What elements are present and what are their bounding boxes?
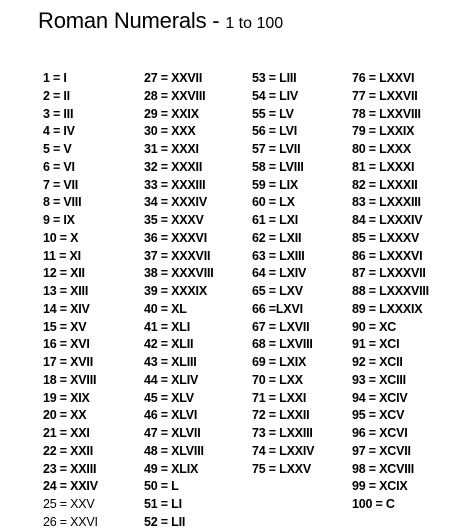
numeral-entry: 97 = XCVII <box>352 443 411 458</box>
numeral-entry: 55 = LV <box>252 106 294 121</box>
numeral-entry: 79 = LXXIX <box>352 124 415 139</box>
numeral-entry: 38 = XXXVIII <box>144 266 214 281</box>
numeral-entry: 71 = LXXI <box>252 390 307 405</box>
numeral-entry: 31 = XXXI <box>144 142 199 156</box>
numeral-entry: 51 = LI <box>144 497 182 511</box>
numeral-entry: 70 = LXX <box>252 372 303 387</box>
numeral-entry: 65 = LXV <box>252 284 303 298</box>
numeral-entry: 34 = XXXIV <box>144 195 207 210</box>
numeral-entry: 15 = XV <box>43 319 87 334</box>
numeral-entry: 73 = LXXIII <box>252 426 313 440</box>
numeral-entry: 50 = L <box>144 479 179 494</box>
page-title-main: Roman Numerals - <box>38 8 226 33</box>
numeral-column-3 <box>252 70 314 478</box>
numeral-entry: 96 = XCVI <box>352 426 408 440</box>
numeral-entry: 7 = VII <box>43 177 79 192</box>
numeral-entry: 98 = XCVIII <box>352 461 415 476</box>
numeral-entry: 99 = XCIX <box>352 479 408 494</box>
numeral-entry: 88 = LXXXVIII <box>352 284 429 298</box>
numeral-entry: 86 = LXXXVI <box>352 248 423 263</box>
numeral-entry: 41 = XLI <box>144 319 190 334</box>
numeral-entry: 26 = XXVI <box>43 514 98 529</box>
numeral-entry: 23 = XXIII <box>43 461 97 476</box>
numeral-entry: 76 = LXXVI <box>352 71 415 85</box>
numeral-entry: 47 = XLVII <box>144 426 201 440</box>
numeral-entry: 6 = VI <box>43 159 75 174</box>
numeral-entry: 12 = XII <box>43 266 85 281</box>
numeral-entry: 27 = XXVII <box>144 71 203 85</box>
numeral-entry: 17 = XVII <box>43 355 93 369</box>
page-title <box>38 10 283 32</box>
numeral-entry: 39 = XXXIX <box>144 284 207 298</box>
numeral-column-4 <box>352 70 429 514</box>
numeral-entry: 21 = XXI <box>43 426 90 440</box>
numeral-column-1 <box>43 70 98 532</box>
numeral-entry: 3 = III <box>43 106 74 121</box>
numeral-entry: 83 = LXXXIII <box>352 195 421 210</box>
numeral-entry: 42 = XLII <box>144 337 194 352</box>
numeral-entry: 95 = XCV <box>352 408 405 423</box>
numeral-entry: 5 = V <box>43 142 72 156</box>
numeral-entry: 24 = XXIV <box>43 479 98 494</box>
numeral-entry: 85 = LXXXV <box>352 230 420 245</box>
numeral-entry: 40 = XL <box>144 301 187 316</box>
numeral-entry: 4 = IV <box>43 124 75 139</box>
numeral-entry: 63 = LXIII <box>252 248 305 263</box>
numeral-entry: 68 = LXVIII <box>252 337 313 352</box>
numeral-entry: 49 = XLIX <box>144 461 199 476</box>
numeral-entry: 67 = LXVII <box>252 319 310 334</box>
numeral-entry: 74 = LXXIV <box>252 443 315 458</box>
numeral-entry: 77 = LXXVII <box>352 88 418 103</box>
numeral-entry: 22 = XXII <box>43 443 93 458</box>
numeral-entry: 60 = LX <box>252 195 295 210</box>
numeral-entry: 13 = XIII <box>43 284 89 298</box>
numeral-entry: 61 = LXI <box>252 213 298 227</box>
numeral-column-2 <box>144 70 214 532</box>
numeral-entry: 25 = XXV <box>43 497 95 511</box>
numeral-entry: 94 = XCIV <box>352 390 408 405</box>
numeral-entry: 19 = XIX <box>43 390 90 405</box>
numeral-entry: 35 = XXXV <box>144 213 204 227</box>
numeral-entry: 93 = XCIII <box>352 372 406 387</box>
numeral-entry: 10 = X <box>43 230 79 245</box>
numeral-entry: 62 = LXII <box>252 230 302 245</box>
numeral-entry: 56 = LVI <box>252 124 298 139</box>
numeral-entry: 75 = LXXV <box>252 461 311 476</box>
numeral-entry: 16 = XVI <box>43 337 90 352</box>
page-title-range: 1 to 100 <box>225 15 284 32</box>
numeral-entry: 52 = LII <box>144 514 186 529</box>
numeral-entry: 84 = LXXXIV <box>352 213 423 227</box>
numeral-entry: 89 = LXXXIX <box>352 301 423 316</box>
numeral-entry: 37 = XXXVII <box>144 248 211 263</box>
numeral-entry: 80 = LXXX <box>352 142 411 156</box>
numeral-entry: 1 = I <box>43 71 67 85</box>
numeral-entry: 33 = XXXIII <box>144 177 206 192</box>
numeral-entry: 8 = VIII <box>43 195 82 210</box>
numeral-entry: 11 = XI <box>43 248 81 263</box>
numeral-entry: 59 = LIX <box>252 177 298 192</box>
numeral-entry: 36 = XXXVI <box>144 230 207 245</box>
numeral-entry: 45 = XLV <box>144 390 194 405</box>
numeral-entry: 53 = LIII <box>252 71 297 85</box>
numeral-entry: 82 = LXXXII <box>352 177 418 192</box>
numeral-entry: 28 = XXVIII <box>144 88 206 103</box>
numeral-entry: 48 = XLVIII <box>144 443 204 458</box>
numeral-entry: 90 = XC <box>352 319 397 334</box>
numeral-entry: 69 = LXIX <box>252 355 307 369</box>
numeral-entry: 54 = LIV <box>252 88 298 103</box>
numeral-entry: 43 = XLIII <box>144 355 197 369</box>
numeral-entry: 100 = C <box>352 497 395 511</box>
numeral-entry: 91 = XCI <box>352 337 400 352</box>
numeral-entry: 30 = XXX <box>144 124 196 139</box>
numeral-entry: 2 = II <box>43 88 70 103</box>
numeral-entry: 46 = XLVI <box>144 408 198 423</box>
numeral-entry: 14 = XIV <box>43 301 90 316</box>
numeral-entry: 64 = LXIV <box>252 266 307 281</box>
numeral-entry: 92 = XCII <box>352 355 403 369</box>
numeral-entry: 18 = XVIII <box>43 372 97 387</box>
numeral-entry: 9 = IX <box>43 213 75 227</box>
numeral-entry: 72 = LXXII <box>252 408 310 423</box>
numeral-entry: 81 = LXXXI <box>352 159 415 174</box>
numeral-entry: 87 = LXXXVII <box>352 266 426 281</box>
numeral-entry: 29 = XXIX <box>144 106 199 121</box>
numeral-entry: 57 = LVII <box>252 142 301 156</box>
numeral-entry: 78 = LXXVIII <box>352 106 421 121</box>
numeral-entry: 20 = XX <box>43 408 87 423</box>
numeral-entry: 66 =LXVI <box>252 301 303 316</box>
numeral-entry: 58 = LVIII <box>252 159 304 174</box>
numeral-entry: 44 = XLIV <box>144 372 199 387</box>
numeral-entry: 32 = XXXII <box>144 159 203 174</box>
